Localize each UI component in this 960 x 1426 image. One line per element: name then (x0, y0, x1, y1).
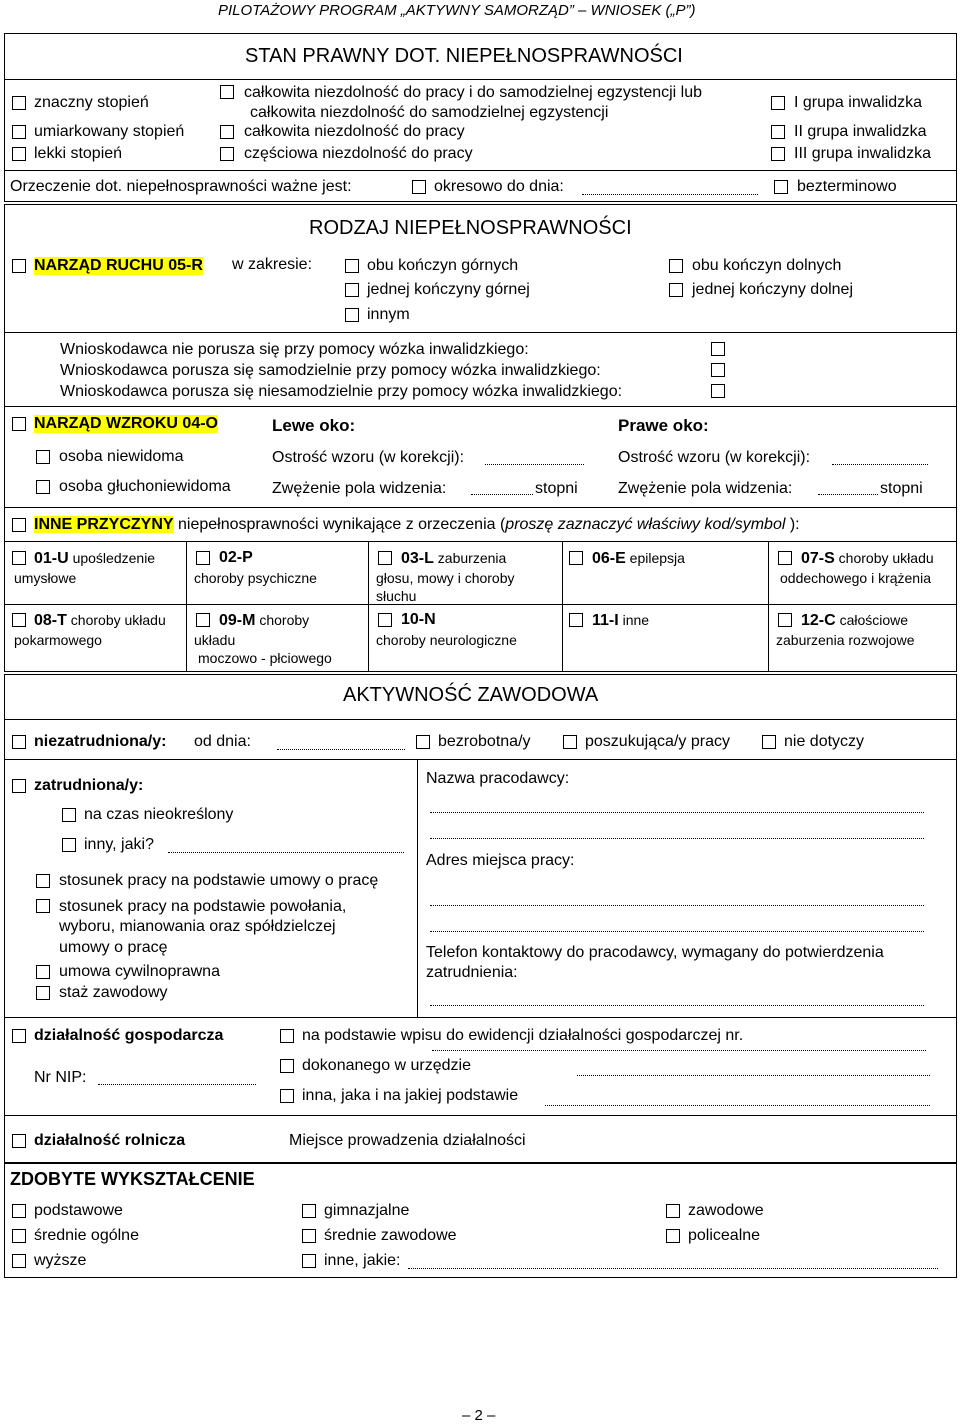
checkbox-other-contract[interactable] (62, 838, 76, 852)
checkbox-primary[interactable] (12, 1204, 26, 1218)
section-title-legal-status: STAN PRAWNY DOT. NIEPEŁNOSPRAWNOŚCI (245, 45, 683, 67)
label-disability-group-3: III grupa inwalidzka (794, 145, 931, 162)
label-disability-group-2: II grupa inwalidzka (794, 123, 927, 140)
label-code-10-N: 10-N (401, 611, 436, 628)
divider (4, 1017, 957, 1018)
label-code-11-I: 11-I inne (592, 612, 650, 629)
checkbox-vision-organ[interactable] (12, 417, 26, 431)
section-title-professional-activity: AKTYWNOŚĆ ZAWODOWA (343, 684, 599, 706)
checkbox-code-06-E[interactable] (569, 551, 583, 565)
checkbox-mild-degree[interactable] (12, 147, 26, 161)
checkbox-unemployed[interactable] (12, 735, 26, 749)
label-disability-group-1: I grupa inwalidzka (794, 94, 923, 111)
checkbox-business-registry[interactable] (280, 1029, 294, 1043)
label-severe-degree: znaczny stopień (34, 94, 149, 111)
field-business-office[interactable] (577, 1075, 930, 1076)
section-title-disability-type: RODZAJ NIEPEŁNOSPRAWNOŚCI (309, 217, 632, 239)
checkbox-total-work-incapacity[interactable] (220, 125, 234, 139)
label-code-06-E: 06-E epilepsja (592, 550, 685, 567)
field-right-field[interactable] (818, 494, 878, 495)
divider (4, 604, 957, 605)
label-vocational-secondary: średnie zawodowe (324, 1227, 457, 1244)
checkbox-employment-contract[interactable] (36, 874, 50, 888)
checkbox-both-lower-limbs[interactable] (669, 259, 683, 273)
checkbox-higher[interactable] (12, 1254, 26, 1268)
checkbox-not-applicable[interactable] (762, 735, 776, 749)
label-appointment-2: wyboru, mianowania oraz spółdzielczej (59, 918, 336, 935)
checkbox-job-seeking[interactable] (563, 735, 577, 749)
label-partial-work-incapacity: częściowa niezdolność do pracy (244, 145, 473, 162)
label-other-causes-text: niepełnosprawności wynikające z orzeczenia ( (173, 516, 506, 533)
divider (368, 541, 369, 672)
label-other-contract: inny, jaki? (84, 836, 154, 853)
field-nip[interactable] (98, 1084, 256, 1085)
label-code-08-T-2: pokarmowego (14, 632, 102, 648)
label-both-lower-limbs: obu kończyn dolnych (692, 257, 842, 274)
label-other-causes-end: ): (785, 516, 800, 533)
label-total-incapacity-1: całkowita niezdolność do pracy i do samodzielnej egzystencji lub (244, 84, 703, 101)
checkbox-code-08-T[interactable] (12, 613, 26, 627)
label-post-secondary: policealne (688, 1227, 761, 1244)
label-motor-organ: NARZĄD RUCHU 05-R (34, 257, 203, 274)
checkbox-code-07-S[interactable] (778, 551, 792, 565)
label-business-registry: na podstawie wpisu do ewidencji działalności gospodarczej nr. (302, 1027, 744, 1044)
divider (4, 759, 957, 760)
divider (4, 406, 957, 407)
label-code-09-M-3: moczowo - płciowego (198, 650, 332, 666)
label-higher: wyższe (34, 1252, 87, 1269)
field-workplace-address-1[interactable] (430, 905, 924, 906)
checkbox-internship[interactable] (36, 986, 50, 1000)
label-left-acuity: Ostrość wzoru (w korekcji): (272, 449, 465, 466)
label-code-12-C: 12-C całościowe (801, 612, 909, 629)
label-code-12-C-2: zaburzenia rozwojowe (776, 632, 915, 648)
label-appointment-3: umowy o pracę (59, 939, 168, 956)
label-business-activity: działalność gospodarcza (34, 1027, 224, 1044)
checkbox-disability-group-1[interactable] (771, 96, 785, 110)
divider (4, 541, 957, 542)
checkbox-employed[interactable] (12, 779, 26, 793)
divider (417, 759, 418, 1017)
checkbox-jobless[interactable] (416, 735, 430, 749)
label-other-limb: innym (367, 306, 410, 323)
label-code-01-U-2: umysłowe (14, 570, 77, 586)
checkbox-civil-contract[interactable] (36, 965, 50, 979)
label-other-education: inne, jakie: (324, 1252, 401, 1269)
field-other-education[interactable] (408, 1268, 938, 1269)
header-title: PILOTAŻOWY PROGRAM „AKTYWNY SAMORZĄD” – WNIOSEK („P”) (218, 2, 696, 19)
label-code-07-S: 07-S choroby układu (801, 550, 934, 567)
label-lower-secondary: gimnazjalne (324, 1202, 410, 1219)
label-right-field: Zwężenie pola widzenia: (618, 480, 793, 497)
field-unemployed-since[interactable] (277, 749, 405, 750)
checkbox-partial-work-incapacity[interactable] (220, 147, 234, 161)
checkbox-both-upper-limbs[interactable] (345, 259, 359, 273)
label-code-01-U: 01-U upośledzenie (34, 550, 156, 567)
field-business-registry[interactable] (432, 1050, 926, 1051)
label-business-office: dokonanego w urzędzie (302, 1057, 472, 1074)
checkbox-wheelchair-dependent[interactable] (711, 384, 725, 398)
label-both-upper-limbs: obu kończyn górnych (367, 257, 519, 274)
label-right-acuity: Ostrość wzoru (w korekcji): (618, 449, 811, 466)
label-internship: staż zawodowy (59, 984, 168, 1001)
checkbox-blind[interactable] (36, 450, 50, 464)
label-moderate-degree: umiarkowany stopień (34, 123, 185, 140)
label-periodic: okresowo do dnia: (434, 178, 564, 195)
label-employer-name: Nazwa pracodawcy: (426, 770, 570, 787)
checkbox-agricultural-activity[interactable] (12, 1134, 26, 1148)
divider (4, 332, 957, 333)
checkbox-disability-group-3[interactable] (771, 147, 785, 161)
label-other-causes-line (34, 516, 800, 534)
checkbox-other-limb[interactable] (345, 308, 359, 322)
label-code-08-T: 08-T choroby układu (34, 612, 166, 629)
section-title-education: ZDOBYTE WYKSZTAŁCENIE (10, 1169, 255, 1189)
label-one-upper-limb: jednej kończyny górnej (367, 281, 530, 298)
label-right-eye: Prawe oko: (618, 416, 709, 435)
label-workplace-address: Adres miejsca pracy: (426, 852, 575, 869)
label-unemployed: niezatrudniona/y: (34, 733, 167, 750)
divider (4, 79, 957, 80)
label-code-03-L-2: głosu, mowy i choroby (376, 570, 515, 586)
divider (4, 1115, 957, 1116)
divider (186, 541, 187, 672)
label-total-work-incapacity: całkowita niezdolność do pracy (244, 123, 465, 140)
checkbox-code-11-I[interactable] (569, 613, 583, 627)
checkbox-total-incapacity-independent[interactable] (220, 85, 234, 99)
checkbox-business-office[interactable] (280, 1059, 294, 1073)
divider (562, 541, 563, 672)
label-wheelchair-not-used: Wnioskodawca nie porusza się przy pomocy wózka inwalidzkiego: (60, 341, 529, 358)
page-number: – 2 – (462, 1407, 496, 1424)
label-employed: zatrudniona/y: (34, 777, 144, 794)
checkbox-post-secondary[interactable] (666, 1229, 680, 1243)
label-employer-phone-1: Telefon kontaktowy do pracodawcy, wymagany do potwierdzenia (426, 944, 884, 961)
label-mild-degree: lekki stopień (34, 145, 123, 162)
label-since-date: od dnia: (194, 733, 251, 750)
divider (4, 170, 957, 171)
label-indefinite-contract: na czas nieokreślony (84, 806, 234, 823)
label-other-causes: INNE PRZYCZYNY (34, 516, 174, 533)
label-appointment-1: stosunek pracy na podstawie powołania, (59, 898, 347, 915)
checkbox-lower-secondary[interactable] (302, 1204, 316, 1218)
checkbox-general-secondary[interactable] (12, 1229, 26, 1243)
label-general-secondary: średnie ogólne (34, 1227, 139, 1244)
checkbox-code-12-C[interactable] (778, 613, 792, 627)
divider (4, 719, 957, 720)
checkbox-code-10-N[interactable] (378, 613, 392, 627)
checkbox-code-09-M[interactable] (196, 613, 210, 627)
checkbox-code-01-U[interactable] (12, 551, 26, 565)
checkbox-wheelchair-not-used[interactable] (711, 342, 725, 356)
checkbox-wheelchair-independent[interactable] (711, 363, 725, 377)
label-wheelchair-dependent: Wnioskodawca porusza się niesamodzielnie przy pomocy wózka inwalidzkiego: (60, 383, 623, 400)
label-code-10-N-2: choroby neurologiczne (376, 632, 517, 648)
label-total-incapacity-2: całkowita niezdolność do samodzielnej egzystencji (250, 104, 609, 121)
checkbox-vocational-secondary[interactable] (302, 1229, 316, 1243)
checkbox-periodic[interactable] (412, 180, 426, 194)
label-right-degrees: stopni (880, 480, 923, 497)
label-scope: w zakresie: (232, 256, 313, 273)
field-left-acuity[interactable] (485, 464, 584, 465)
label-code-03-L-3: słuchu (376, 588, 417, 604)
checkbox-indefinite-contract[interactable] (62, 808, 76, 822)
checkbox-one-upper-limb[interactable] (345, 283, 359, 297)
checkbox-disability-group-2[interactable] (771, 125, 785, 139)
checkbox-business-other[interactable] (280, 1089, 294, 1103)
checkbox-indefinite[interactable] (774, 180, 788, 194)
label-one-lower-limb: jednej kończyny dolnej (692, 281, 853, 298)
divider (768, 541, 769, 672)
checkbox-code-03-L[interactable] (378, 551, 392, 565)
label-code-09-M: 09-M choroby (219, 612, 310, 629)
checkbox-motor-organ[interactable] (12, 259, 26, 273)
checkbox-code-02-P[interactable] (196, 551, 210, 565)
checkbox-severe-degree[interactable] (12, 96, 26, 110)
label-civil-contract: umowa cywilnoprawna (59, 963, 220, 980)
label-left-field: Zwężenie pola widzenia: (272, 480, 447, 497)
label-job-seeking: poszukująca/y pracy (585, 733, 730, 750)
label-primary: podstawowe (34, 1202, 123, 1219)
checkbox-moderate-degree[interactable] (12, 125, 26, 139)
label-other-causes-hint: proszę zaznaczyć właściwy kod/symbol (505, 516, 786, 533)
checkbox-appointment[interactable] (36, 899, 50, 913)
label-not-applicable: nie dotyczy (784, 733, 865, 750)
label-left-degrees: stopni (535, 480, 578, 497)
checkbox-other-causes[interactable] (12, 518, 26, 532)
label-code-09-M-2: układu (194, 632, 236, 648)
label-jobless: bezrobotna/y (438, 733, 531, 750)
label-vocational: zawodowe (688, 1202, 764, 1219)
label-agricultural-activity: działalność rolnicza (34, 1132, 186, 1149)
checkbox-deafblind[interactable] (36, 480, 50, 494)
label-code-03-L: 03-L zaburzenia (401, 550, 507, 567)
checkbox-vocational[interactable] (666, 1204, 680, 1218)
field-business-other[interactable] (545, 1105, 930, 1106)
divider (4, 507, 957, 508)
label-code-02-P-2: choroby psychiczne (194, 570, 317, 586)
field-employer-name-2[interactable] (430, 838, 924, 839)
label-certificate-validity: Orzeczenie dot. niepełnosprawności ważne jest: (10, 178, 352, 195)
label-employment-contract: stosunek pracy na podstawie umowy o pracę (59, 872, 379, 889)
label-employer-phone-2: zatrudnienia: (426, 964, 518, 981)
field-workplace-address-2[interactable] (430, 931, 924, 932)
field-right-acuity[interactable] (832, 464, 928, 465)
label-activity-place: Miejsce prowadzenia działalności (289, 1132, 526, 1149)
label-wheelchair-independent: Wnioskodawca porusza się samodzielnie przy pomocy wózka inwalidzkiego: (60, 362, 601, 379)
checkbox-other-education[interactable] (302, 1254, 316, 1268)
label-nip: Nr NIP: (34, 1069, 87, 1086)
label-deafblind: osoba głuchoniewidoma (59, 478, 231, 495)
checkbox-one-lower-limb[interactable] (669, 283, 683, 297)
label-blind: osoba niewidoma (59, 448, 184, 465)
label-left-eye: Lewe oko: (272, 416, 356, 435)
field-left-field[interactable] (471, 494, 533, 495)
label-code-02-P: 02-P (219, 549, 253, 566)
label-code-07-S-2: oddechowego i krążenia (780, 570, 931, 586)
label-indefinite: bezterminowo (797, 178, 897, 195)
label-business-other: inna, jaka i na jakiej podstawie (302, 1087, 519, 1104)
field-periodic-date[interactable] (582, 194, 758, 195)
checkbox-business-activity[interactable] (12, 1029, 26, 1043)
field-other-contract[interactable] (168, 852, 404, 853)
label-vision-organ: NARZĄD WZROKU 04-O (34, 415, 218, 432)
field-employer-phone[interactable] (430, 1005, 924, 1006)
field-employer-name-1[interactable] (430, 812, 924, 813)
